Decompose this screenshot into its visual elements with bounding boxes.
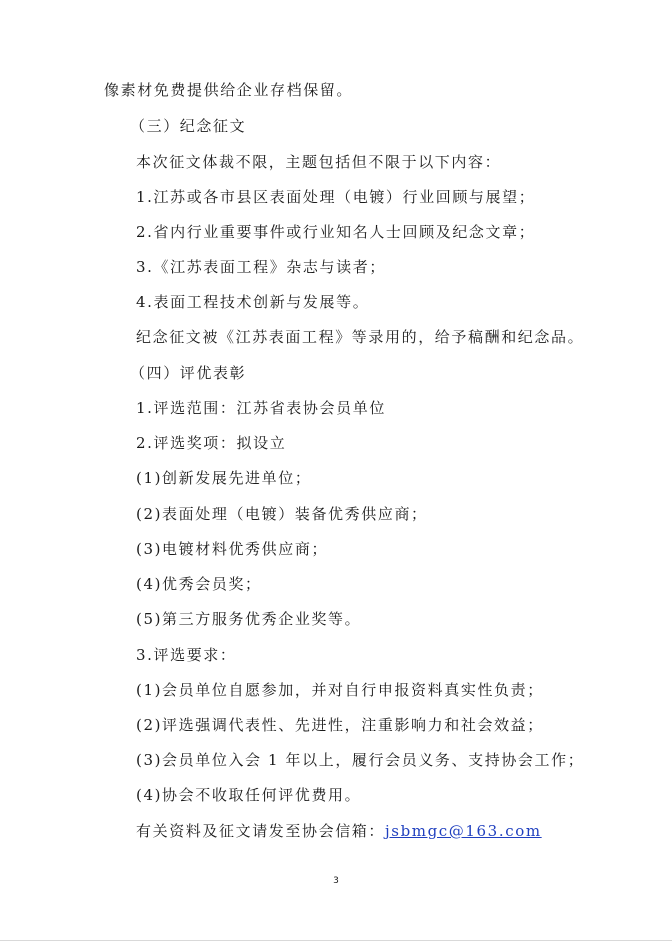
list-item-topic-3: 3.《江苏表面工程》杂志与读者；: [136, 258, 386, 276]
section-heading-awards: （四）评优表彰: [130, 364, 247, 382]
sub-item-award-1: (1)创新发展先进单位；: [136, 469, 312, 487]
text-line-continuation: 像素材免费提供给企业存档保留。: [104, 81, 354, 99]
text-line-essay-intro: 本次征文体裁不限，主题包括但不限于以下内容：: [136, 153, 502, 171]
list-item-topic-2: 2.省内行业重要事件或行业知名人士回顾及纪念文章；: [136, 223, 536, 241]
page-bottom-divider: [0, 940, 672, 941]
list-item-award-requirements: 3.评选要求：: [136, 646, 237, 664]
sub-item-award-3: (3)电镀材料优秀供应商；: [136, 540, 329, 558]
section-heading-memorial-essay: （三）纪念征文: [130, 117, 247, 135]
contact-email-link[interactable]: jsbmgc@163.com: [385, 822, 542, 840]
sub-item-requirement-2: (2)评选强调代表性、先进性，注重影响力和社会效益；: [136, 716, 544, 734]
contact-line: [136, 821, 542, 841]
contact-prefix: 有关资料及征文请发至协会信箱：: [136, 822, 386, 840]
sub-item-award-4: (4)优秀会员奖；: [136, 575, 262, 593]
page-number: 3: [333, 876, 339, 886]
sub-item-award-5: (5)第三方服务优秀企业奖等。: [136, 610, 362, 628]
sub-item-requirement-3: (3)会员单位入会 1 年以上，履行会员义务、支持协会工作；: [136, 751, 585, 769]
list-item-award-scope: 1.评选范围：江苏省表协会员单位: [136, 399, 386, 417]
list-item-topic-4: 4.表面工程技术创新与发展等。: [136, 293, 370, 311]
text-line-essay-reward: 纪念征文被《江苏表面工程》等录用的，给予稿酬和纪念品。: [136, 328, 585, 346]
list-item-topic-1: 1.江苏或各市县区表面处理（电镀）行业回顾与展望；: [136, 188, 536, 206]
sub-item-requirement-1: (1)会员单位自愿参加，并对自行申报资料真实性负责；: [136, 681, 544, 699]
sub-item-requirement-4: (4)协会不收取任何评优费用。: [136, 786, 362, 804]
sub-item-award-2: (2)表面处理（电镀）装备优秀供应商；: [136, 505, 428, 523]
list-item-award-categories: 2.评选奖项：拟设立: [136, 434, 287, 452]
